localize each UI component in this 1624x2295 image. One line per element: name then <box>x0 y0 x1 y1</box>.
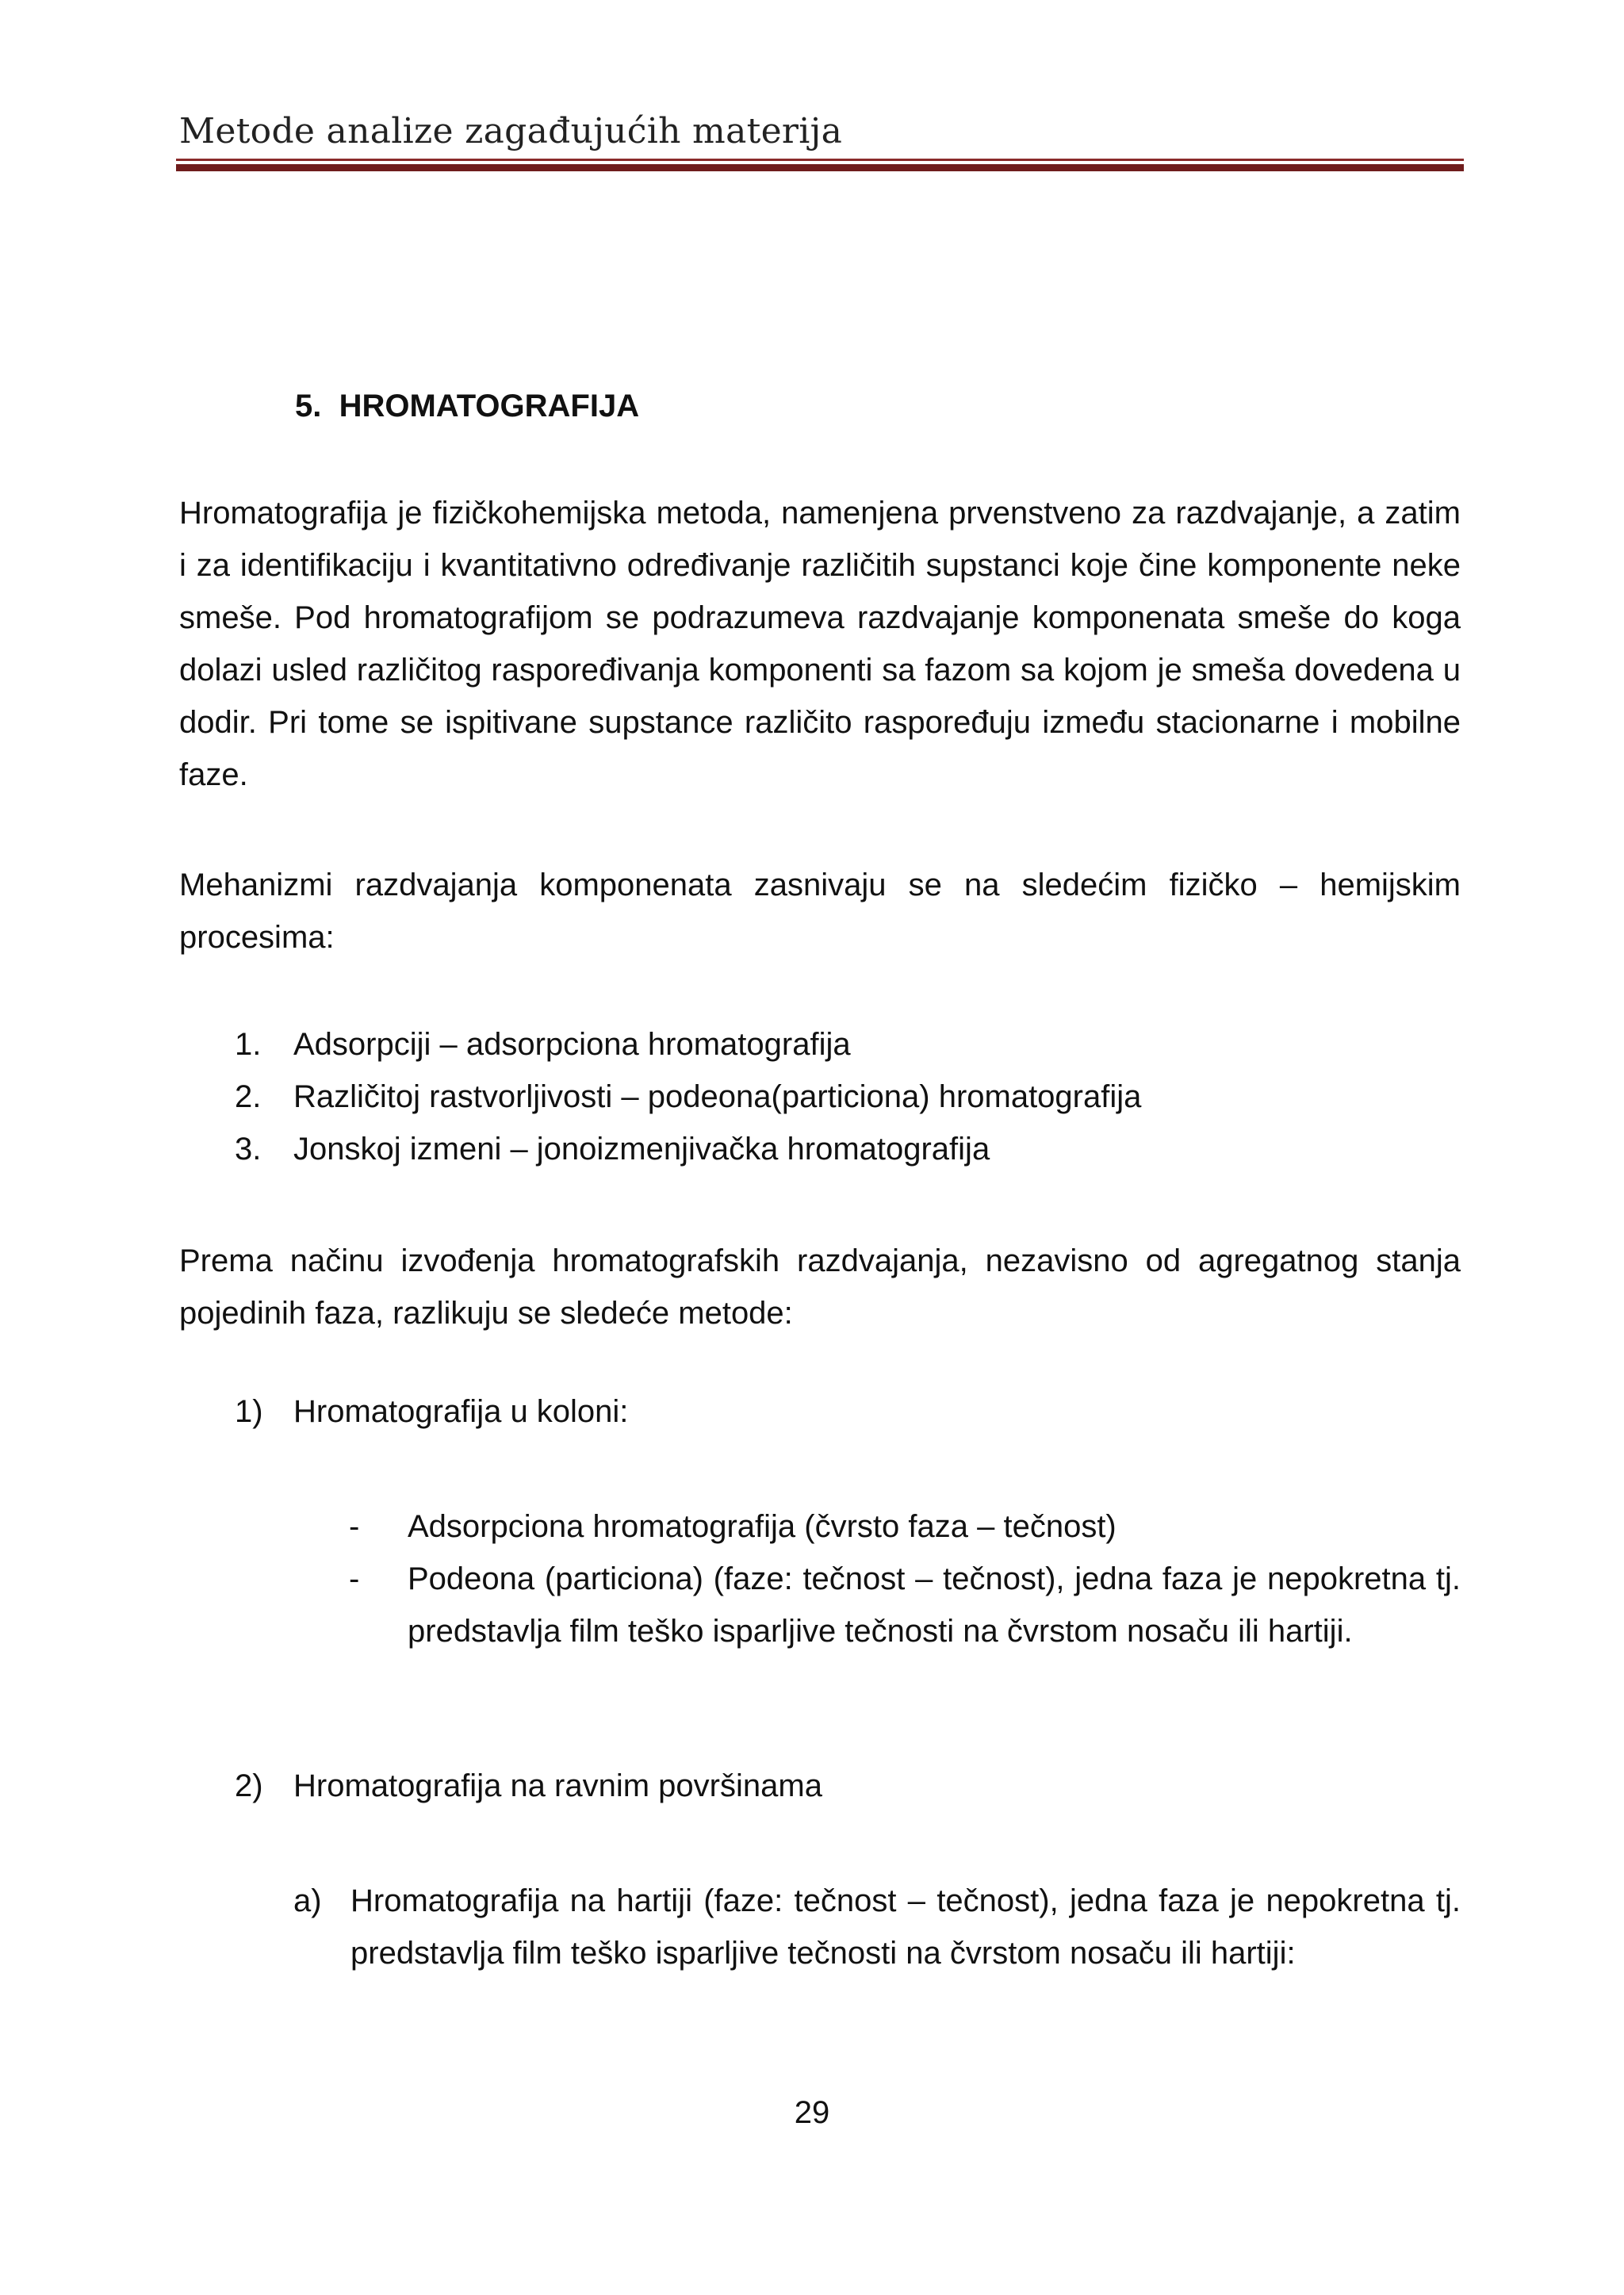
method-item-text: Hromatografija u koloni: <box>293 1394 629 1429</box>
method-item-text: Hromatografija na ravnim površinama <box>293 1768 822 1803</box>
subitem-text: Hromatografija na hartiji (faze: tečnost – tečnost), jedna faza je nepokretna tj. predstavlja film teško isparljive tečnosti na čvrstom nosaču ili hartiji: <box>350 1883 1461 1971</box>
list-item-number: 3. <box>235 1132 262 1167</box>
method-item-number: 2) <box>235 1768 263 1803</box>
list-item-text: Jonskoj izmeni – jonoizmenjivačka hromatografija <box>293 1132 990 1167</box>
sublist-item <box>349 1500 1461 1553</box>
column-methods-sublist <box>349 1500 1461 1657</box>
subitem-letter: a) <box>293 1883 322 1918</box>
method-item-number: 1) <box>235 1394 263 1429</box>
list-item-text: Različitoj rastvorljivosti – podeona(particiona) hromatografija <box>293 1079 1142 1114</box>
header-rule-thin <box>176 159 1464 161</box>
section-number: 5. <box>295 389 322 423</box>
page-number: 29 <box>794 2095 830 2130</box>
mechanisms-paragraph: Mehanizmi razdvajanja komponenata zasnivaju se na sledećim fizičko – hemijskim procesima: <box>179 868 1461 955</box>
intro-paragraph: Hromatografija je fizičkohemijska metoda, namenjena prvenstveno za razdvajanje, a zatim i za identifikaciju i kvantitativno određivanje različitih supstanci koje čine komponente neke smeše. Pod hromatografijom se podrazumeva razdvajanje komponenata smeše do koga dolazi usled različitog raspoređivanja komponenti sa fazom sa kojom je smeša dovedena u dodir. Pri tome se ispitivane supstance različito raspoređuju između stacionarne i mobilne faze. <box>179 496 1461 792</box>
sublist-item-text: Podeona (particiona) (faze: tečnost – tečnost), jedna faza je nepokretna tj. predstavlja film teško isparljive tečnosti na čvrstom nosaču ili hartiji. <box>408 1561 1461 1649</box>
list-item-text: Adsorpciji – adsorpciona hromatografija <box>293 1027 851 1062</box>
dash-bullet: - <box>349 1561 360 1596</box>
section-title: HROMATOGRAFIJA <box>339 389 640 423</box>
sublist-item-text: Adsorpciona hromatografija (čvrsto faza – tečnost) <box>408 1509 1116 1544</box>
header-rule-thick <box>176 164 1464 171</box>
section-heading <box>295 389 639 424</box>
list-item-number: 2. <box>235 1079 262 1114</box>
dash-bullet: - <box>349 1509 360 1544</box>
list-item-number: 1. <box>235 1027 262 1062</box>
running-header: Metode analize zagađujućih materija <box>179 111 843 151</box>
methods-paragraph: Prema načinu izvođenja hromatografskih razdvajanja, nezavisno od agregatnog stanja pojedinih faza, razlikuju se sledeće metode: <box>179 1243 1461 1331</box>
sublist-item <box>349 1553 1461 1657</box>
flat-methods-subitem <box>293 1875 1461 1979</box>
